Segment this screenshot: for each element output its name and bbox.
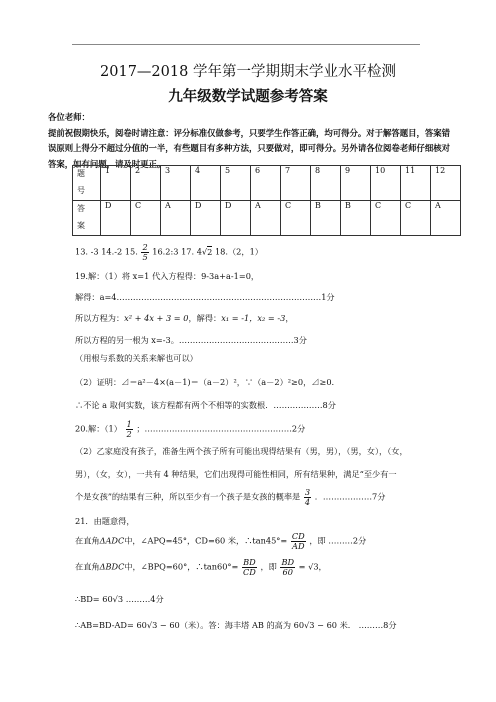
q21-line2-b: 中，∠APQ=45°，CD=60 米，∴tan45°= bbox=[124, 535, 288, 546]
q21-line3 bbox=[75, 558, 327, 577]
table-header-label bbox=[73, 166, 101, 201]
frac-den: AD bbox=[292, 541, 305, 551]
fill-in-answers: 13. -3 14.-2 15. $\frac{2}{5}$ 16.2:3 17. 4√2 18.（2，1） bbox=[75, 242, 263, 262]
answer-cell: D bbox=[191, 201, 221, 236]
q21-line3-b: 中，∠BPQ=60°，∴tan60°= bbox=[124, 561, 239, 572]
answer-table-answer-row bbox=[73, 201, 461, 236]
frac-num: 1 bbox=[126, 419, 132, 429]
q19-line4: 所以方程的另一根为 x=-3。……………………………………3分 bbox=[75, 335, 307, 345]
header-label-line2: 号 bbox=[77, 186, 85, 195]
header-rule bbox=[72, 44, 420, 45]
question-number: 11 bbox=[401, 166, 431, 201]
header-label-line1: 题 bbox=[77, 169, 85, 178]
frac-num: CD bbox=[291, 531, 305, 541]
page-title: 2017—2018 学年第一学期期末学业水平检测 bbox=[100, 64, 396, 80]
question-number: 9 bbox=[341, 166, 371, 201]
answer-cell: C bbox=[281, 201, 311, 236]
question-number: 1 bbox=[101, 166, 131, 201]
answer-cell: C bbox=[131, 201, 161, 236]
question-number: 10 bbox=[371, 166, 401, 201]
frac-den: 4 bbox=[304, 497, 311, 507]
answer-cell: C bbox=[401, 201, 431, 236]
q20-line4-b: ．………………7分 bbox=[314, 491, 386, 502]
answer-cell: D bbox=[101, 201, 131, 236]
question-number: 5 bbox=[221, 166, 251, 201]
page-subtitle: 九年级数学试题参考答案 bbox=[168, 88, 328, 105]
frac-num: BD bbox=[243, 557, 256, 567]
frac-num: BD bbox=[281, 557, 295, 567]
q21-line1: 21．由题意得， bbox=[75, 516, 135, 526]
answer-table-header-row bbox=[73, 166, 461, 201]
notice-block bbox=[48, 110, 450, 172]
question-number: 2 bbox=[131, 166, 161, 201]
frac-den: 5 bbox=[142, 252, 148, 262]
q19-line3-c: ， bbox=[285, 313, 294, 323]
q20-line3: 男），（女，女），一共有 4 种结果，它们出现得可能性相同，所有结果种，满足“至少有一 bbox=[75, 469, 397, 479]
question-number: 8 bbox=[311, 166, 341, 201]
q19-line6: （2）证明：⊿＝a²－4×(a－1)＝（a－2）²，∵（a－2）²≥0，⊿≥0. bbox=[75, 377, 335, 387]
q21-line2 bbox=[75, 532, 366, 551]
q19-line5: （用根与系数的关系来解也可以） bbox=[75, 353, 198, 363]
q19-line3-b: ，解得： bbox=[188, 313, 222, 323]
q21-line4: ∴BD= 60√3 ………4分 bbox=[75, 594, 164, 604]
fraction-2-5 bbox=[141, 243, 148, 262]
answer-cell: D bbox=[221, 201, 251, 236]
answer-label-line2: 案 bbox=[77, 221, 85, 230]
radical-coef: 4 bbox=[196, 246, 202, 257]
q19-solution: x₁ = -1，x₂ = -3 bbox=[221, 313, 286, 323]
notice-greeting: 各位老师： bbox=[48, 112, 90, 122]
fill-in-tail: 18.（2，1） bbox=[214, 246, 263, 257]
q21-line2-c: ，即 ………2分 bbox=[309, 535, 367, 546]
q19-equation: x² + 4x + 3 = 0 bbox=[124, 313, 189, 323]
q21-line3-a: 在直角 bbox=[75, 561, 100, 572]
q21-line2-a: 在直角 bbox=[75, 535, 100, 546]
question-number: 6 bbox=[251, 166, 281, 201]
q19-line3-a: 所以方程为： bbox=[75, 313, 125, 323]
q19-line7: ∴不论 a 取何实数，该方程都有两个不相等的实数根．………………8分 bbox=[75, 400, 336, 410]
fraction-bd-60 bbox=[280, 558, 295, 577]
q21-line5: ∴AB=BD-AD= 60√3 − 60（米）。答：海丰塔 AB 的高为 60√3 − 60 米． ………8分 bbox=[75, 620, 397, 630]
radical-radicand: 2 bbox=[207, 246, 213, 257]
q19-line2: 解得：a=4…………………………………………………………………1分 bbox=[75, 292, 335, 302]
fraction-3-4 bbox=[304, 488, 311, 507]
q21-line3-d: = √3， bbox=[298, 561, 327, 572]
fraction-cd-ad bbox=[291, 532, 306, 551]
question-number: 4 bbox=[191, 166, 221, 201]
q20-line1-b: ；………………………………………………2分 bbox=[136, 423, 306, 434]
q21-line3-c: ，即 bbox=[260, 561, 277, 572]
frac-den: CD bbox=[243, 567, 256, 577]
frac-den: 60 bbox=[282, 567, 293, 577]
answer-cell: B bbox=[341, 201, 371, 236]
answer-cell: A bbox=[161, 201, 191, 236]
fraction-1-2 bbox=[126, 420, 133, 439]
answer-cell: A bbox=[431, 201, 461, 236]
fill-in-prefix: 13. -3 14.-2 15. bbox=[75, 246, 138, 257]
question-number: 7 bbox=[281, 166, 311, 201]
triangle-adc: ΔADC bbox=[99, 535, 125, 546]
triangle-bdc: ΔBDC bbox=[99, 561, 125, 572]
fraction-bd-cd bbox=[242, 558, 257, 577]
frac-num: 3 bbox=[304, 487, 311, 497]
answer-label-line1: 答 bbox=[77, 204, 85, 213]
q19-line3 bbox=[75, 313, 294, 324]
answer-cell: A bbox=[251, 201, 281, 236]
answer-cell: C bbox=[371, 201, 401, 236]
question-number: 3 bbox=[161, 166, 191, 201]
answer-table bbox=[72, 165, 461, 236]
answer-cell: B bbox=[311, 201, 341, 236]
table-answer-label bbox=[73, 201, 101, 236]
frac-den: 2 bbox=[126, 429, 132, 439]
q20-line4-a: 个是女孩”的结果有三种，所以至少有一个孩子是女孩的概率是 bbox=[75, 491, 301, 502]
q20-line4 bbox=[75, 488, 385, 507]
notice-body: 提前祝假期快乐，阅卷时请注意：评分标准仅做参考，只要学生作答正确，均可得分。对于解答题目，答案错误原则上得分不超过分值的一半，有些题目有多种方法，只要做对，即可得分。另外请各位阅卷老师仔细核对答案，如有问题，请及时更正。 bbox=[48, 127, 450, 169]
fill-in-mid: 16.2:3 17. bbox=[152, 246, 195, 257]
q20-line2: （2）乙家庭没有孩子，准备生两个孩子所有可能出现得结果有（男，男），（男，女），（女， bbox=[75, 446, 408, 456]
question-number: 12 bbox=[431, 166, 461, 201]
frac-num: 2 bbox=[142, 242, 148, 252]
q20-line1 bbox=[75, 420, 305, 439]
q19-line1: 19.解：（1）将 x=1 代入方程得：9-3a+a-1=0， bbox=[75, 271, 260, 281]
q20-line1-a: 20.解：（1） bbox=[75, 423, 122, 434]
